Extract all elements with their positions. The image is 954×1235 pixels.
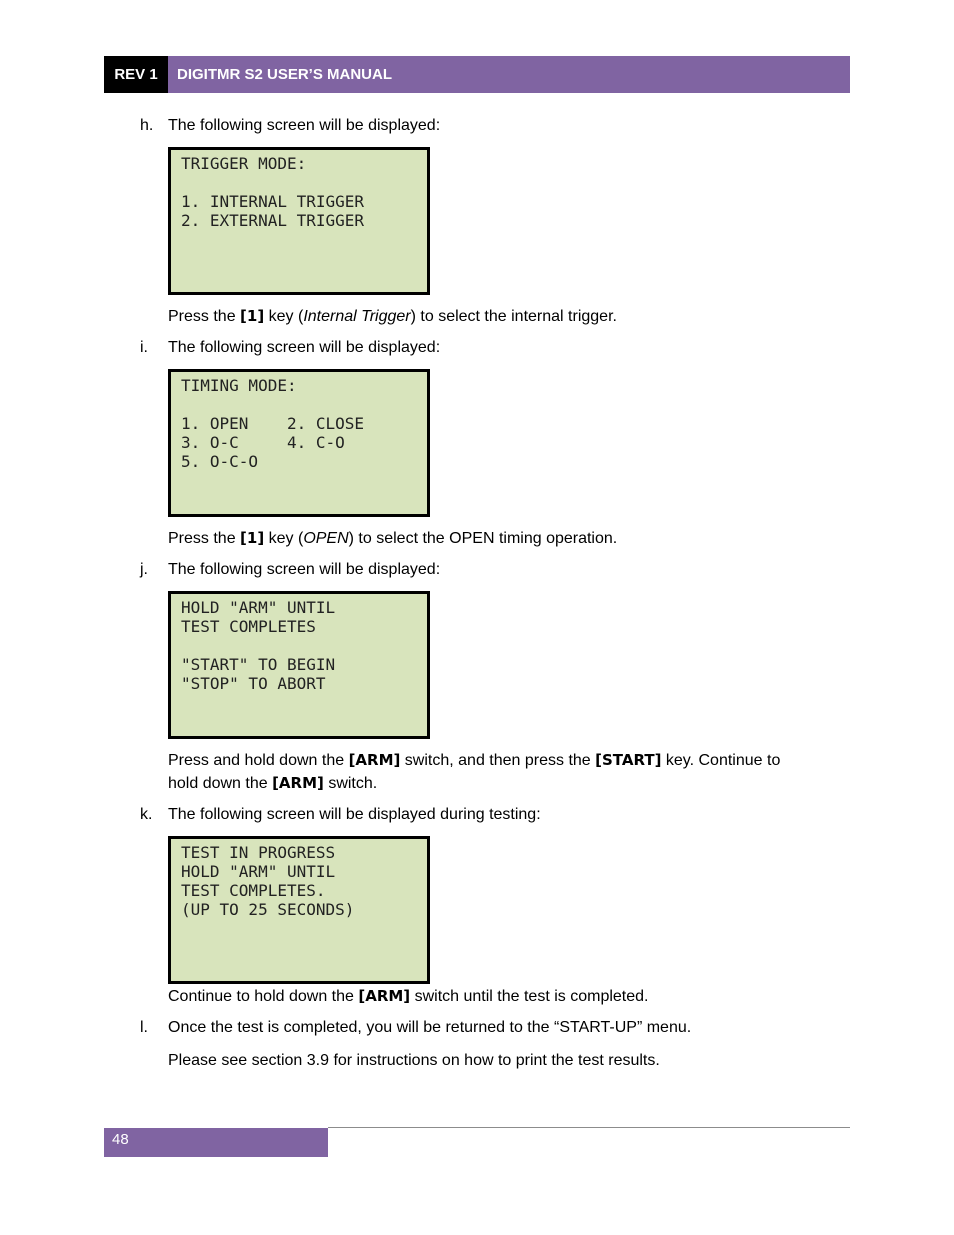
instruction-continue	[168, 985, 848, 1008]
step-marker: k.	[140, 806, 153, 823]
text: Press and hold down the	[168, 752, 349, 769]
lcd-line	[181, 957, 427, 976]
footer-rule	[328, 1127, 850, 1128]
key-label: [ARM]	[272, 774, 324, 792]
lcd-line	[181, 490, 427, 509]
instruction-timing	[168, 527, 848, 550]
lcd-line	[181, 173, 427, 192]
emphasis: OPEN	[303, 530, 349, 547]
step-i	[140, 338, 440, 358]
lcd-line: 1. OPEN 2. CLOSE	[181, 414, 365, 433]
lcd-screen-hold-arm	[168, 591, 430, 739]
lcd-line: "START" TO BEGIN	[181, 655, 336, 674]
instruction-arm	[168, 749, 848, 795]
step-text: The following screen will be displayed during testing:	[168, 806, 541, 823]
lcd-line: HOLD "ARM" UNTIL	[181, 598, 336, 617]
step-j	[140, 560, 440, 580]
lcd-line: (UP TO 25 SECONDS)	[181, 900, 355, 919]
text: key (	[264, 530, 304, 547]
text: key. Continue to	[661, 752, 781, 769]
lcd-line	[181, 230, 427, 249]
text: switch, and then press the	[400, 752, 596, 769]
lcd-screen-trigger-mode	[168, 147, 430, 295]
lcd-line: 1. INTERNAL TRIGGER	[181, 192, 365, 211]
text: switch.	[323, 775, 378, 792]
text: switch until the test is completed.	[410, 988, 649, 1005]
lcd-line: 3. O-C 4. C-O	[181, 433, 345, 452]
text: key (	[264, 308, 304, 325]
text: Press the	[168, 530, 241, 547]
text: ) to select the OPEN timing operation.	[348, 530, 618, 547]
key-label: [1]	[240, 529, 265, 547]
lcd-screen-test-in-progress	[168, 836, 430, 984]
step-text: Once the test is completed, you will be returned to the “START-UP” menu.	[168, 1019, 692, 1036]
lcd-line: TEST IN PROGRESS	[181, 843, 336, 862]
step-h	[140, 116, 440, 136]
step-k	[140, 805, 541, 825]
lcd-line: TEST COMPLETES.	[181, 881, 326, 900]
text: Press the	[168, 308, 241, 325]
lcd-screen-timing-mode	[168, 369, 430, 517]
lcd-line	[181, 712, 427, 731]
step-marker: h.	[140, 117, 154, 134]
step-text: The following screen will be displayed:	[168, 561, 441, 578]
key-label: [ARM]	[348, 751, 401, 769]
lcd-line	[181, 471, 427, 490]
lcd-line: HOLD "ARM" UNTIL	[181, 862, 336, 881]
step-marker: i.	[140, 339, 148, 356]
lcd-line: TRIGGER MODE:	[181, 154, 307, 173]
lcd-line	[181, 249, 427, 268]
lcd-line	[181, 395, 427, 414]
text: ) to select the internal trigger.	[410, 308, 617, 325]
key-label: [ARM]	[358, 987, 411, 1005]
step-text: The following screen will be displayed:	[168, 117, 441, 134]
lcd-line	[181, 938, 427, 957]
lcd-line: 2. EXTERNAL TRIGGER	[181, 211, 365, 230]
lcd-line: TEST COMPLETES	[181, 617, 316, 636]
manual-title: DIGITMR S2 USER’S MANUAL	[168, 56, 850, 93]
page-header	[104, 56, 850, 93]
lcd-line: "STOP" TO ABORT	[181, 674, 326, 693]
lcd-line	[181, 693, 427, 712]
lcd-line: 5. O-C-O	[181, 452, 259, 471]
emphasis: Internal Trigger	[303, 308, 411, 325]
key-label: [1]	[240, 307, 265, 325]
lcd-line: TIMING MODE:	[181, 376, 297, 395]
lcd-line	[181, 268, 427, 287]
step-marker: l.	[140, 1019, 148, 1036]
text: Continue to hold down the	[168, 988, 359, 1005]
step-marker: j.	[140, 561, 148, 578]
revision-label: REV 1	[104, 56, 168, 93]
key-label: [START]	[595, 751, 662, 769]
lcd-line	[181, 636, 427, 655]
print-instruction: Please see section 3.9 for instructions on how to print the test results.	[168, 1052, 660, 1069]
instruction-trigger	[168, 305, 848, 328]
page-number: 48	[104, 1128, 328, 1157]
step-l	[140, 1018, 691, 1038]
lcd-line	[181, 919, 427, 938]
text: hold down the	[168, 775, 273, 792]
step-text: The following screen will be displayed:	[168, 339, 441, 356]
